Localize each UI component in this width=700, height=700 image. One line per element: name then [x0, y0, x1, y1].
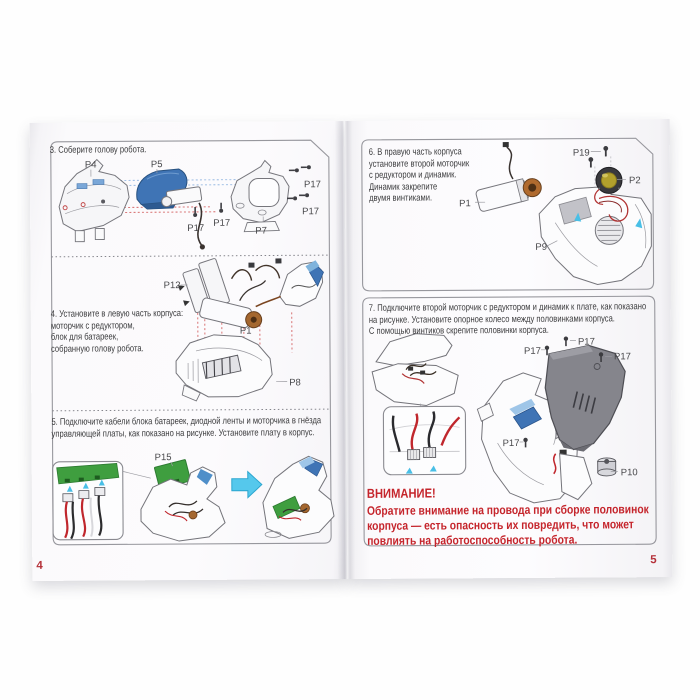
part-label: P17 — [614, 351, 631, 363]
battery-wires — [231, 265, 279, 280]
part-label: P19 — [572, 147, 590, 159]
connector-inset-box — [383, 406, 465, 474]
part-label: P15 — [154, 452, 172, 464]
step6-instruction: 6. В правую часть корпуса установите второй моторчик с редуктором и динамик. Динамик закрепите двумя винтиками. — [368, 146, 470, 205]
step-text-line: 3. Соберите голову робота. — [49, 144, 147, 156]
warning-title: ВНИМАНИЕ! — [366, 485, 436, 501]
wired-half-illustration — [372, 333, 458, 408]
part-label: P17 — [302, 206, 320, 218]
body-half-with-board — [263, 456, 334, 538]
part-label: P1 — [459, 198, 471, 210]
part-label: P10 — [620, 467, 638, 479]
diagram-head-assembly — [59, 158, 321, 250]
part-p7-face-plate — [231, 160, 289, 231]
part-label: P9 — [535, 241, 548, 253]
page-number-right: 5 — [650, 554, 657, 567]
part-label: P17 — [577, 336, 595, 348]
motor-wire — [507, 147, 513, 179]
screw-icon — [588, 146, 608, 168]
part-label: P17 — [502, 437, 520, 450]
part-p4-head-shell — [59, 159, 129, 241]
separator-step3-step4 — [51, 255, 329, 257]
assembled-head — [279, 260, 323, 306]
page-number-left: 4 — [36, 559, 43, 572]
step5-instruction: 5. Подключите кабели блока батареек, диодной ленты и моторчика в гнёзда управляющей платы, как показано на рисунке. Установите плату в корпус. — [51, 415, 322, 440]
part-label: P5 — [150, 159, 163, 171]
diagram-board-wiring — [53, 451, 335, 542]
part-p10-caster — [598, 458, 616, 476]
part-label: P7 — [255, 225, 267, 237]
wiring-inset-box — [53, 461, 123, 539]
separator-step4-step5 — [52, 409, 330, 411]
closing-body-illustration — [477, 336, 626, 503]
part-label: P1 — [239, 325, 252, 337]
warning-block: ВНИМАНИЕ! Обратите внимание на провода при сборке половинок корпуса — есть опасность их повредить, что может повлиять на работоспособность робота. — [367, 484, 700, 548]
part-label: P17 — [303, 179, 321, 191]
step3-instruction — [50, 144, 171, 156]
part-label: P12 — [163, 280, 181, 292]
part-label: P2 — [628, 175, 641, 187]
part-label: P17 — [523, 345, 541, 357]
arrow-right-icon — [232, 472, 262, 498]
step4-instruction: 4. Установите в левую часть корпуса: моторчик с редуктором, блок для батареек, собранную голову робота. — [50, 308, 184, 355]
motor-to-head-wire — [256, 296, 281, 306]
part-label: P17 — [187, 222, 205, 234]
part-label: P8 — [289, 377, 301, 389]
step7-instruction: 7. Подключите второй моторчик с редуктором и динамик к плате, как показано на рисунке. Установите опорное колесо между половинками корпуса. С помощью винтиков скрепите половинки корпуса. — [368, 301, 647, 338]
part-label: P17 — [213, 217, 231, 229]
diagram-closing-halves — [372, 332, 638, 504]
part-label: P4 — [84, 159, 97, 171]
